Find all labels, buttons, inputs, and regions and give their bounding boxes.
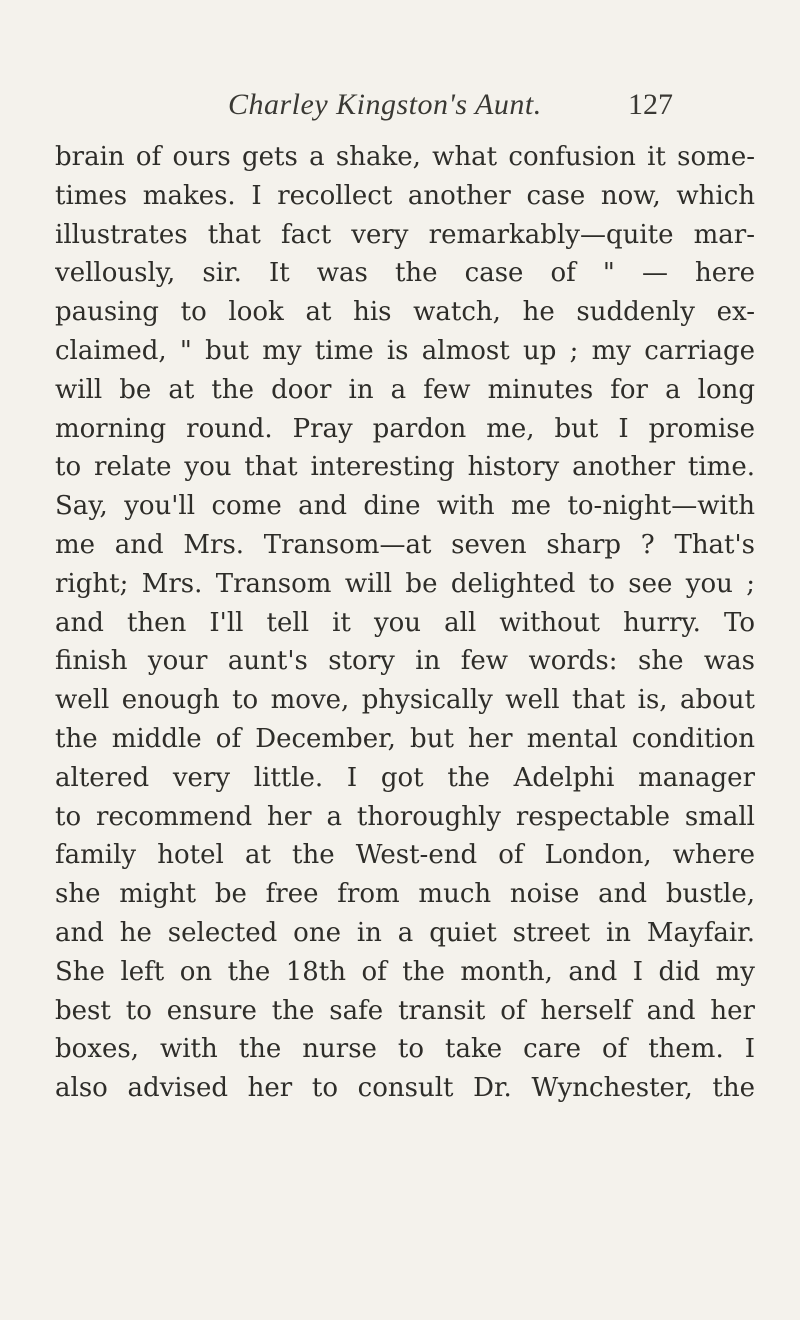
text-line: also advised her to consult Dr. Wynchester, the	[55, 1073, 755, 1104]
page-number: 127	[628, 88, 673, 121]
text-line: will be at the door in a few minutes for a long	[55, 374, 755, 405]
text-line: to recommend her a thoroughly respectable small	[55, 801, 755, 832]
text-line: she might be free from much noise and bustle,	[55, 879, 755, 910]
text-line: to relate you that interesting history another time.	[55, 452, 755, 483]
text-line: altered very little. I got the Adelphi manager	[55, 762, 755, 793]
text-line: me and Mrs. Transom—at seven sharp ? That's	[55, 529, 755, 560]
text-line: morning round. Pray pardon me, but I promise	[55, 413, 755, 444]
text-line: claimed, " but my time is almost up ; my carriage	[55, 335, 755, 366]
text-line: the middle of December, but her mental condition	[55, 723, 755, 754]
text-line: brain of ours gets a shake, what confusion it some-	[55, 142, 755, 172]
text-line: She left on the 18th of the month, and I did my	[55, 956, 755, 987]
text-line: vellously, sir. It was the case of " — here	[55, 258, 755, 289]
body-text	[55, 138, 755, 1108]
text-line: finish your aunt's story in few words: she was	[55, 646, 755, 677]
text-line: and then I'll tell it you all without hurry. To	[55, 607, 755, 638]
running-title: Charley Kingston's Aunt.	[228, 88, 542, 121]
page-header	[0, 88, 800, 128]
text-line: pausing to look at his watch, he suddenly ex-	[55, 297, 755, 328]
text-line: boxes, with the nurse to take care of them. I	[55, 1034, 755, 1065]
text-line: family hotel at the West-end of London, where	[55, 840, 755, 871]
text-line: right; Mrs. Transom will be delighted to see you ;	[55, 568, 755, 599]
text-line: times makes. I recollect another case now, which	[55, 180, 755, 211]
text-line: illustrates that fact very remarkably—quite mar-	[55, 219, 755, 250]
text-line: Say, you'll come and dine with me to-night—with	[55, 491, 755, 522]
text-line: well enough to move, physically well that is, about	[55, 685, 755, 716]
text-line: and he selected one in a quiet street in Mayfair.	[55, 917, 755, 948]
text-line: best to ensure the safe transit of herself and her	[55, 995, 755, 1026]
